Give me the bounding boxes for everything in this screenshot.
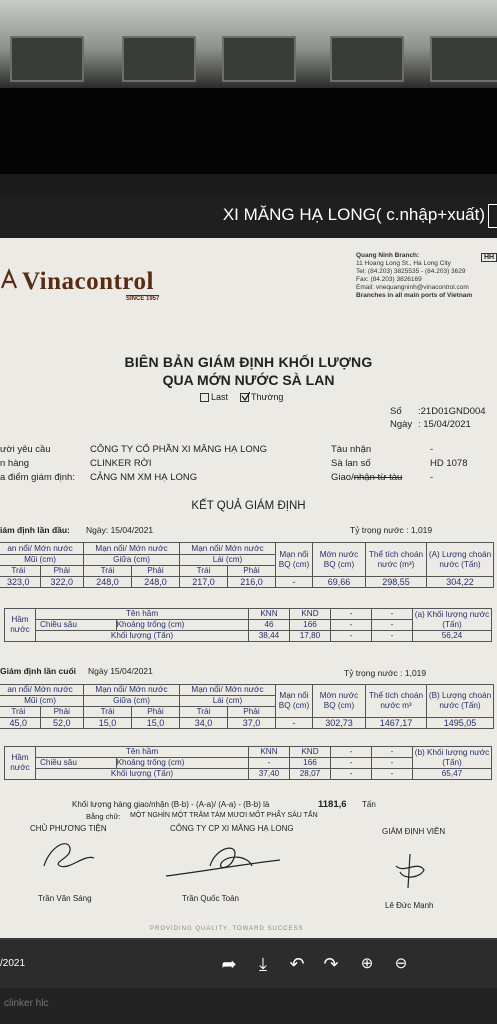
name-company: Trần Quốc Toản — [182, 894, 239, 903]
a-value: 56,24 — [413, 631, 492, 642]
header-monbq: Mớn nước BQ (cm) — [313, 543, 366, 577]
doc-slogan: PROVIDING QUALITY. TOWARD SUCCESS — [150, 926, 304, 932]
ngay-value: : 15/04/2021 — [418, 419, 471, 430]
ullage-label: Khoảng trống (cm) — [116, 758, 248, 769]
col-trai: Trái — [180, 707, 228, 718]
giao-label-text: Giao/ — [331, 472, 354, 483]
first-inspection-date: Ngày: 15/04/2021 — [86, 525, 154, 535]
signature-company — [160, 836, 300, 886]
col-phai: Phải — [132, 707, 180, 718]
checkmark-icon — [241, 392, 250, 401]
rotate-left-icon[interactable]: ↶ — [289, 954, 305, 974]
sign-owner-label: CHỦ PHƯƠNG TIỆN — [30, 824, 107, 833]
header-bq: Mạn nổi BQ (cm) — [276, 685, 313, 718]
last-draft-table — [0, 684, 494, 729]
download-icon[interactable]: ⤓ — [259, 954, 267, 974]
cabinet — [430, 36, 497, 82]
cell: 45,0 — [0, 718, 40, 729]
cabinet — [330, 36, 404, 82]
cell: 248,0 — [84, 577, 132, 588]
first-tank-table — [4, 608, 492, 642]
requester-label: ười yêu cầu — [0, 444, 51, 455]
cell: 52,0 — [40, 718, 84, 729]
giao-value: - — [430, 472, 434, 483]
header-giua — [84, 543, 180, 555]
header-giua-unit: Giữa (cm) — [84, 696, 180, 707]
logo-icon — [0, 268, 18, 290]
tau-value: - — [430, 444, 434, 455]
sign-company-label: CÔNG TY CP XI MĂNG HẠ LONG — [170, 824, 294, 833]
header-lai-text: Mạn nổi/ Mớn nước — [191, 543, 264, 553]
branch-name: Quang Ninh Branch: — [356, 252, 420, 259]
tank-name-header: Tên hầm — [36, 609, 249, 620]
doc-subtitle: QUA MỚN NƯỚC SÀ LAN — [162, 372, 335, 388]
branch-tagline: Branches in all main ports of Vietnam — [356, 292, 473, 299]
signature-owner — [40, 836, 100, 872]
cell: 322,0 — [40, 577, 84, 588]
header-lai — [180, 543, 276, 555]
last-inspection-label: Giám định lần cuối — [0, 666, 77, 676]
tank-name-header: Tên hầm — [36, 747, 249, 758]
header-lai: Mạn nổi/ Mớn nước — [180, 685, 276, 696]
empty-cell: - — [331, 769, 372, 780]
cabinet — [10, 36, 84, 82]
cell: 1495,05 — [427, 718, 494, 729]
viewer-toolbar — [0, 938, 497, 990]
header-luong: (B) Lượng choán nước (Tấn) — [427, 685, 494, 718]
cell: 38,44 — [249, 631, 290, 642]
desk-area — [0, 988, 497, 1024]
header-mui-unit: Mũi (cm) — [0, 696, 84, 707]
page-indicator: /2021 — [0, 958, 26, 969]
total-value: 1181,6 — [318, 799, 347, 810]
words-label: Bằng chữ: — [86, 812, 121, 821]
cell: 298,55 — [366, 577, 427, 588]
empty-cell: - — [372, 769, 413, 780]
sign-inspector-label: GIÁM ĐỊNH VIÊN — [382, 827, 446, 836]
option-last-label: Last — [211, 392, 229, 402]
signature-inspector — [390, 852, 430, 892]
empty-cell: - — [331, 620, 372, 631]
empty-cell: - — [372, 747, 413, 758]
zoom-out-icon[interactable]: ⊖ — [394, 955, 408, 972]
share-icon[interactable]: ➦ — [221, 954, 237, 974]
header-bq: Mạn nổi BQ (cm) — [276, 543, 313, 577]
col-trai: Trái — [0, 566, 40, 577]
knn-header: KNN — [249, 747, 290, 758]
tau-label: Tàu nhận — [331, 444, 372, 455]
tank-label: Hầm nước — [5, 747, 36, 780]
col-phai: Phải — [132, 566, 180, 577]
total-unit: Tấn — [362, 800, 376, 809]
option-thuong — [240, 392, 283, 402]
cell: 166 — [290, 758, 331, 769]
header-giua-text: Mạn nổi/ Mớn nước — [95, 543, 168, 553]
tank-label: Hầm nước — [5, 609, 36, 642]
header-giua-unit: Giữa (cm) — [84, 555, 180, 566]
header-thetich: Thể tích choán nước m³ — [366, 685, 427, 718]
title-overflow-box — [488, 204, 497, 228]
cell: 216,0 — [227, 577, 275, 588]
name-inspector: Lê Đức Mạnh — [385, 901, 434, 910]
option-thuong-label: Thường — [251, 392, 284, 402]
col-trai: Trái — [84, 707, 132, 718]
logo-since: SINCE 1957 — [126, 296, 160, 302]
cargo-label: n hàng — [0, 458, 30, 469]
salan-value: HD 1078 — [430, 458, 468, 469]
first-density: Tỷ trọng nước : 1,019 — [350, 525, 433, 535]
empty-cell: - — [331, 631, 372, 642]
rotate-right-icon[interactable]: ↷ — [323, 954, 339, 974]
header-mui-text: an nổi/ Mớn nước — [7, 544, 73, 553]
cabinet — [122, 36, 196, 82]
viewer-header — [0, 196, 497, 238]
first-draft-table — [0, 542, 494, 588]
empty-cell: - — [372, 620, 413, 631]
knd-header: KND — [290, 747, 331, 758]
empty-cell: - — [331, 609, 372, 620]
zoom-in-icon[interactable]: ⊕ — [360, 955, 374, 972]
photo-background — [0, 0, 497, 88]
place-label: a điểm giám định: — [0, 472, 75, 483]
header-mui — [0, 543, 84, 555]
cargo-value: CLINKER RỜI — [90, 458, 152, 469]
cell: 304,22 — [427, 577, 494, 588]
cell: 1467,17 — [366, 718, 427, 729]
col-trai: Trái — [0, 707, 40, 718]
b-value: 65,47 — [413, 769, 492, 780]
cell: 34,0 — [180, 718, 228, 729]
cell: 302,73 — [313, 718, 366, 729]
header-giua: Mạn nổi/ Mớn nước — [84, 685, 180, 696]
giao-label — [331, 472, 402, 483]
header-mui: an nổi/ Mớn nước — [0, 685, 84, 696]
col-phai: Phải — [227, 707, 275, 718]
empty-cell: - — [331, 758, 372, 769]
words-value: MỘT NGHÌN MỘT TRĂM TÁM MƯƠI MỐT PHẨY SÁU TẤN — [130, 812, 318, 819]
branch-box: HH — [481, 253, 497, 262]
doc-title: BIÊN BẢN GIÁM ĐỊNH KHỐI LƯỢNG — [124, 354, 373, 370]
header-mui-unit: Mũi (cm) — [0, 555, 84, 566]
empty-cell: - — [372, 631, 413, 642]
col-phai: Phải — [40, 707, 84, 718]
desk-label: clinker hlc — [4, 998, 49, 1009]
b-label: (b) Khối lượng nước (Tấn) — [413, 747, 492, 769]
branch-tel: Tel: (84.203) 3825535 - (84.203) 3629 — [356, 268, 466, 275]
cell: - — [276, 718, 313, 729]
ullage-label: Khoảng trống (cm) — [116, 620, 248, 631]
last-tank-table — [4, 746, 492, 780]
cabinet — [222, 36, 296, 82]
cell: 37,40 — [249, 769, 290, 780]
checkbox-icon — [200, 393, 209, 402]
depth-label: Chiều sâu — [36, 620, 117, 631]
branch-fax: Fax: (84.203) 3826169 — [356, 276, 422, 283]
empty-cell: - — [372, 609, 413, 620]
a-label: (a) Khối lượng nước (Tấn) — [413, 609, 492, 631]
ngay-label: Ngày — [390, 419, 413, 430]
col-trai: Trái — [180, 566, 228, 577]
cell: - — [249, 758, 290, 769]
giao-strike: nhận từ tàu — [353, 472, 403, 483]
so-label: Số — [390, 406, 402, 417]
total-label: Khối lượng hàng giao/nhận (B-b) - (A-a)/ (A-a) - (B-b) là — [72, 800, 270, 809]
cell: 217,0 — [180, 577, 228, 588]
col-phai: Phải — [40, 566, 84, 577]
result-title: KẾT QUẢ GIÁM ĐỊNH — [191, 500, 306, 512]
weight-label: Khối lượng (Tấn) — [36, 769, 249, 780]
so-value: :21D01GND004 — [418, 406, 486, 417]
depth-label: Chiều sâu — [36, 758, 117, 769]
cell: 28,07 — [290, 769, 331, 780]
checkbox-checked-icon — [240, 393, 249, 402]
header-luong: (A) Lượng choán nước (Tấn) — [427, 543, 494, 577]
col-phai: Phải — [227, 566, 275, 577]
branch-info — [356, 252, 472, 300]
cell: 166 — [290, 620, 331, 631]
empty-cell: - — [372, 758, 413, 769]
knn-header: KNN — [249, 609, 290, 620]
knd-header: KND — [290, 609, 331, 620]
document-page — [0, 238, 497, 938]
cell: 15,0 — [132, 718, 180, 729]
cell: 15,0 — [84, 718, 132, 729]
cell: 323,0 — [0, 577, 40, 588]
last-density: Tỷ trọng nước : 1,019 — [344, 668, 427, 678]
cell: 17,80 — [290, 631, 331, 642]
branch-email: Email: vnequangninh@vinacontrol.com — [356, 284, 469, 291]
salan-label: Sà lan số — [331, 458, 371, 469]
cell: - — [276, 577, 313, 588]
header-lai-unit: Lái (cm) — [180, 696, 276, 707]
cell: 69,66 — [313, 577, 366, 588]
col-trai: Trái — [84, 566, 132, 577]
cell: 46 — [249, 620, 290, 631]
last-inspection-date: Ngày 15/04/2021 — [88, 666, 153, 676]
option-last — [200, 392, 228, 402]
header-lai-unit: Lái (cm) — [180, 555, 276, 566]
cell: 37,0 — [227, 718, 275, 729]
first-inspection-label: iám định lần đầu: — [0, 525, 70, 535]
logo-text: Vinacontrol — [22, 268, 154, 295]
monitor-bezel — [0, 88, 497, 174]
viewer-title: XI MĂNG HẠ LONG( c.nhập+xuất) — [222, 205, 485, 224]
branch-address: 11 Hoang Long St., Ha Long City — [356, 260, 451, 267]
empty-cell: - — [331, 747, 372, 758]
place-value: CẢNG NM XM HẠ LONG — [90, 472, 198, 483]
name-owner: Trần Văn Sáng — [38, 894, 92, 903]
requester-value: CÔNG TY CỔ PHẦN XI MĂNG HẠ LONG — [90, 444, 268, 455]
cell: 248,0 — [132, 577, 180, 588]
weight-label: Khối lượng (Tấn) — [36, 631, 249, 642]
header-monbq: Mớn nước BQ (cm) — [313, 685, 366, 718]
header-thetich: Thể tích choán nước (m³) — [366, 543, 427, 577]
